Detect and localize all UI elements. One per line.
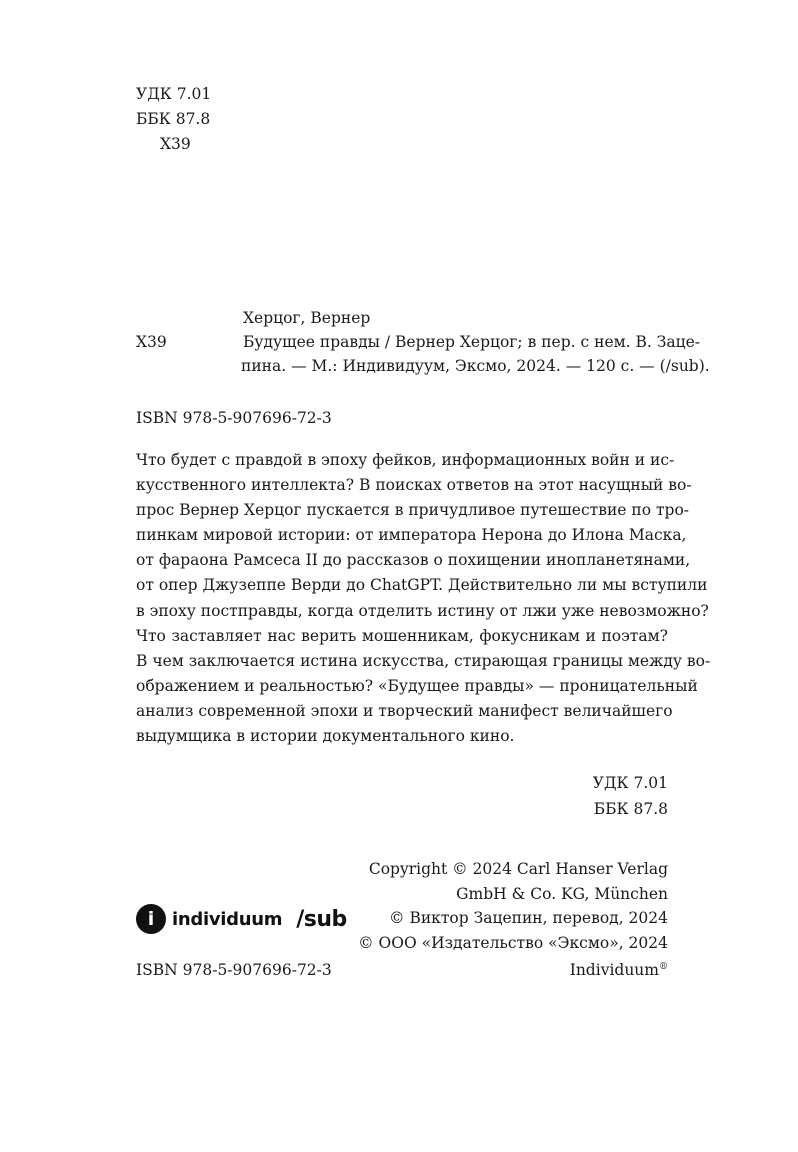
- annotation-line: прос Вернер Херцог пускается в причудливое путешествие по тро-: [136, 501, 690, 520]
- copyright-line: [358, 955, 668, 983]
- annotation-line: от опер Джузеппе Верди до ChatGPT. Действительно ли мы вступили: [136, 576, 708, 595]
- udk-code-top: УДК 7.01: [136, 85, 212, 103]
- isbn-bottom: ISBN 978-5-907696-72-3: [136, 961, 332, 979]
- annotation-line: анализ современной эпохи и творческий манифест величайшего: [136, 701, 673, 720]
- registered-mark: ®: [659, 962, 668, 972]
- logo-wordmark: individuum: [172, 908, 283, 930]
- annotation-line: в эпоху постправды, когда отделить истину от лжи уже невозможно?: [136, 601, 709, 620]
- bbk-code-top: ББК 87.8: [136, 110, 211, 128]
- annotation-line: пинкам мировой истории: от императора Нерона до Илона Маска,: [136, 526, 687, 545]
- individuum-logo-icon: i: [136, 904, 166, 934]
- isbn-top: ISBN 978-5-907696-72-3: [136, 409, 332, 427]
- publisher-logo: [136, 902, 347, 936]
- annotation-line: выдумщика в истории документального кино.: [136, 727, 515, 746]
- annotation-line: кусственного интеллекта? В поисках ответов на этот насущный во-: [136, 476, 692, 495]
- udk-code-bottom: УДК 7.01: [592, 774, 668, 792]
- annotation-line: от фараона Рамсеса II до рассказов о похищении инопланетянами,: [136, 551, 691, 570]
- annotation-paragraph: [136, 448, 711, 749]
- copyright-line: GmbH & Co. KG, München: [456, 884, 668, 903]
- annotation-line: В чем заключается истина искусства, стирающая границы между во-: [136, 651, 711, 670]
- author-mark-top: Х39: [160, 135, 191, 153]
- copyright-line: Copyright © 2024 Carl Hanser Verlag: [368, 860, 668, 878]
- copyright-line: © Виктор Зацепин, перевод, 2024: [389, 909, 668, 927]
- imprint-name: Individuum: [569, 961, 659, 979]
- annotation-line: ображением и реальностью? «Будущее правды» — проницательный: [136, 676, 698, 695]
- series-mark: /sub: [296, 906, 347, 932]
- bib-imprint-line: пина. — М.: Индивидуум, Эксмо, 2024. — 120 с. — (/sub).: [241, 357, 710, 375]
- annotation-line: Что будет с правдой в эпоху фейков, информационных войн и ис-: [136, 451, 675, 469]
- copyright-line: © ООО «Издательство «Эксмо», 2024: [358, 933, 668, 952]
- bbk-code-bottom: ББК 87.8: [593, 800, 668, 818]
- bib-author-line: Херцог, Вернер: [243, 309, 371, 327]
- author-mark-record: Х39: [136, 333, 167, 351]
- bib-title-line: Будущее правды / Вернер Херцог; в пер. с нем. В. Заце-: [243, 333, 701, 351]
- copyright-block: [358, 857, 668, 983]
- annotation-line: Что заставляет нас верить мошенникам, фокусникам и поэтам?: [136, 626, 668, 645]
- bibliographic-description: [241, 306, 710, 378]
